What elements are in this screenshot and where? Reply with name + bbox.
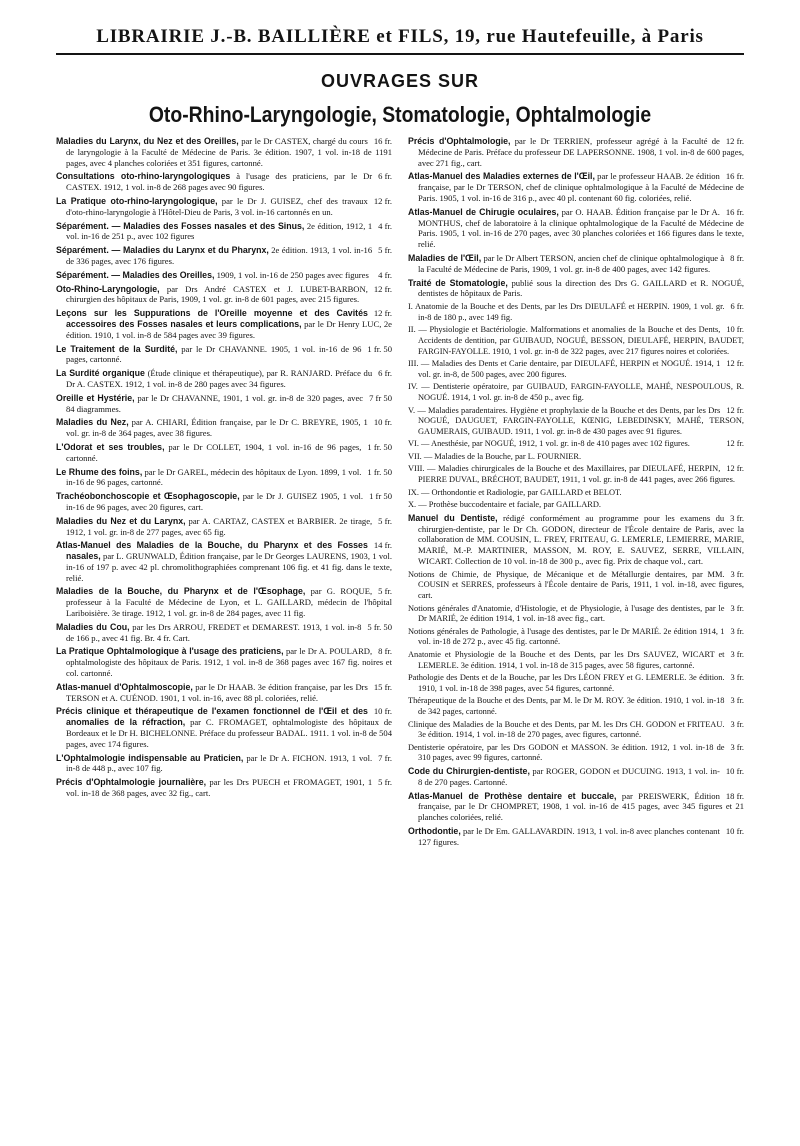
entry-description: par le Dr CHAVANNE, 1901, 1 vol. gr. in-8 de 320 pages, avec 84 diagrammes. bbox=[66, 392, 364, 414]
entry-price: 12 fr. bbox=[373, 195, 392, 206]
subentry-text: VII. — Maladies de la Bouche, par L. FOURNIER. bbox=[408, 451, 582, 461]
entry-price: 18 fr. bbox=[725, 790, 744, 801]
entry-price: 10 fr. bbox=[725, 765, 744, 776]
entry-price: 14 fr. bbox=[373, 540, 392, 551]
entry-description: par ROGER, GODON et DUCUING. 1913, 1 vol. in-8 de 270 pages. Cartonné. bbox=[418, 765, 720, 787]
catalog-entry bbox=[56, 171, 392, 193]
subentry-text: IX. — Orthondontie et Radiologie, par GAILLARD et BELOT. bbox=[408, 487, 622, 497]
catalog-entry bbox=[408, 791, 744, 823]
subentry-text: VIII. — Maladies chirurgicales de la Bouche et des Maxillaires, par DIEULAFÉ, HERPIN, PIERRE DUVAL, BRÉCHOT, BAUDET, 1911, 1 vol. gr. in-8 de 441 pages, avec 266 figures. bbox=[408, 464, 735, 485]
catalog-entry bbox=[56, 753, 392, 775]
entry-title: Leçons sur les Suppurations de l'Oreille moyenne et des Cavités accessoires des Fosses nasales et leurs complications, bbox=[56, 308, 368, 329]
catalog-entry bbox=[56, 682, 392, 704]
right-column bbox=[408, 136, 744, 851]
entry-description: par O. HAAB. Édition française par le Dr A. MONTHUS, chef de laboratoire à la clinique ophtalmologique de la Faculté de Médecine de Paris. 1905, 1 vol. in-16 de 270 pages, avec 30 planches coloriées et 166 figures dans le texte, relié. bbox=[418, 206, 744, 250]
catalog-entry bbox=[56, 540, 392, 583]
entry-title: La Pratique Ophtalmologique à l'usage des praticiens, bbox=[56, 646, 284, 657]
subentry-text: III. — Maladies des Dents et Carie dentaire, par DIEULAFÉ, HERPIN et NOGUÉ. 1914, 1 vol. gr. in-8, de 500 pages, avec 200 figures. bbox=[408, 359, 721, 379]
entry-description: 2e édition, 1912, 1 vol. in-16 de 251 p., avec 102 figures bbox=[66, 220, 373, 242]
columns bbox=[56, 136, 744, 851]
entry-title: Atlas-Manuel des Maladies de la Bouche, du Pharynx et des Fosses nasales, bbox=[56, 540, 368, 562]
subentry-text: II. — Physiologie et Bactériologie. Malformations et anomalies de la Bouche et des Dents, Accidents de dentition, par GUIBAUD, NOGUÉ, BESSON, DIEULAFÉ, HERPIN, BAUDET, FARGIN-FAYOLLE. 1910, 1 vol. gr. in-8 de 322 pages, avec 217 figures noires et coloriées. bbox=[408, 325, 744, 356]
entry-description: par L. GRUNWALD, Édition française, par le Dr Georges LAURENS, 1903, 1 vol. in-16 of 197 p. avec 42 pl. chromolithographiées comprenant 106 fig. et 41 fig. dans le texte, relié. bbox=[66, 551, 392, 583]
entry-title: Atlas-Manuel de Prothèse dentaire et buccale, bbox=[408, 790, 617, 801]
entry-title: Orthodontie, bbox=[408, 825, 461, 836]
entry-description: par A. CHIARI, Édition française, par le Dr C. BREYRE, 1905, 1 vol. gr. in-8 de 364 pages, avec 38 figures. bbox=[66, 417, 368, 439]
section-subtitle: Oto-Rhino-Laryngologie, Stomatologie, Ophtalmologie bbox=[148, 102, 652, 127]
entry-price: 8 fr. bbox=[378, 646, 392, 657]
entry-title: Précis clinique et thérapeutique de l'examen fonctionnel de l'Œil et des anomalies de la réfraction, bbox=[56, 706, 368, 728]
catalog-subentry bbox=[408, 302, 744, 323]
entry-price: 1 fr. 50 bbox=[367, 466, 392, 477]
catalog-subentry bbox=[408, 500, 744, 511]
entry-price: 5 fr. 50 bbox=[367, 621, 392, 632]
catalog-entry bbox=[56, 308, 392, 340]
entry-price: 4 fr. bbox=[378, 269, 392, 280]
subentry-text: Notions de Chimie, de Physique, de Mécanique et de Métallurgie dentaires, par MM. COUSIN et SERRES, professeurs à l'École dentaire de Paris, 1911, 1 vol. in-18, avec figures, cart. bbox=[408, 569, 744, 601]
subentry-text: Thérapeutique de la Bouche et des Dents, par M. le Dr M. ROY. 3e édition. 1910, 1 vol. in-18 de 342 pages, cartonné. bbox=[408, 696, 725, 716]
subentry-text: Pathologie des Dents et de la Bouche, par les Drs LÉON FREY et G. LEMERLE. 3e édition. 1910, 1 vol. in-18 de 398 pages, avec 54 figures, cartonné. bbox=[408, 673, 725, 693]
catalog-entry bbox=[56, 467, 392, 489]
entry-price: 16 fr. bbox=[725, 171, 744, 182]
entry-price: 4 fr. bbox=[378, 220, 392, 231]
subentry-text: I. Anatomie de la Bouche et des Dents, par les Drs DIEULAFÉ et HERPIN. 1909, 1 vol. gr. in-8 de 180 p., avec 149 fig. bbox=[408, 302, 725, 322]
catalog-subentry bbox=[408, 452, 744, 463]
entry-description: publié sous la direction des Drs G. GAILLARD et R. NOGUÉ, dentistes de hôpitaux de Paris. bbox=[418, 277, 744, 299]
entry-price: 12 fr. bbox=[726, 464, 744, 474]
catalog-entry bbox=[56, 516, 392, 538]
entry-price: 5 fr. bbox=[378, 515, 392, 526]
entry-description: par le Dr Em. GALLAVARDIN. 1913, 1 vol. in-8 avec planches contenant 127 figures. bbox=[418, 825, 720, 847]
entry-title: Précis d'Ophtalmologie journalière, bbox=[56, 777, 207, 788]
entry-title: Trachéobonchoscopie et Œsophagoscopie, bbox=[56, 491, 240, 502]
entry-description: rédigé conformément au programme pour les examens du chirurgien-dentiste, par le Dr Ch. GODON, directeur de l'École dentaire de Paris, avec la collaboration de MM. COUSIN, L. FREY, FRITEAU, G. LEMERLE, LEMIERRE, MARIE, MARIÉ, M.-P. MARTINIER, MASSON, M. ROY, E. SAUVEZ, SERRE, VILLAIN, WICART. Collection de 10 vol. in-18 de 300 p., avec fig. Prix de chaque vol., cart. bbox=[418, 512, 744, 567]
catalog-entry bbox=[408, 513, 744, 567]
entry-title: La Surdité organique bbox=[56, 368, 145, 379]
entry-description: (Étude clinique et thérapeutique), par R. RANJARD. Préface du Dr A. CASTEX. 1912, 1 vol. in-8 de 280 pages avec 34 figures. bbox=[66, 368, 373, 389]
entry-price: 3 fr. bbox=[730, 569, 744, 579]
catalog-subentry bbox=[408, 604, 744, 625]
subentry-text: VI. — Anesthésie, par NOGUÉ, 1912, 1 vol. gr. in-8 de 410 pages avec 102 figures. bbox=[408, 439, 690, 449]
entry-price: 8 fr. bbox=[730, 252, 744, 263]
catalog-subentry bbox=[408, 696, 744, 717]
entry-description: par le Dr CHAVANNE. 1905, 1 vol. in-16 de 96 pages, cartonné. bbox=[66, 343, 362, 365]
catalog-subentry bbox=[408, 743, 744, 764]
entry-price: 7 fr. bbox=[378, 752, 392, 763]
entry-price: 12 fr. bbox=[726, 359, 744, 369]
entry-description: par le Dr J. GUISEZ 1905, 1 vol. in-16 de 96 pages, avec 20 figures, cart. bbox=[66, 491, 364, 512]
entry-title: Oto-Rhino-Laryngologie, bbox=[56, 283, 160, 294]
catalog-entry bbox=[408, 207, 744, 250]
entry-title: L'Odorat et ses troubles, bbox=[56, 441, 165, 452]
catalog-entry bbox=[56, 136, 392, 168]
entry-title: Oreille et Hystérie, bbox=[56, 392, 135, 403]
subentry-text: Notions générales d'Anatomie, d'Histologie, et de Physiologie, à l'usage des dentistes, par le Dr MARIÉ, 2e édition 1914, 1 vol. in-18 avec fig., cart. bbox=[408, 603, 725, 624]
catalog-entry bbox=[408, 136, 744, 168]
entry-title: Séparément. — Maladies du Larynx et du Pharynx, bbox=[56, 245, 269, 256]
publisher-header: LIBRAIRIE J.-B. BAILLIÈRE et FILS, 19, rue Hautefeuille, à Paris bbox=[56, 26, 744, 55]
entry-price: 10 fr. bbox=[726, 325, 744, 335]
entry-price: 12 fr. bbox=[373, 308, 392, 319]
entry-title: Code du Chirurgien-dentiste, bbox=[408, 765, 530, 776]
entry-description: à l'usage des praticiens, par le Dr CASTEX. 1912, 1 vol. in-8 de 268 pages avec 90 figures. bbox=[66, 171, 373, 193]
entry-title: Séparément. — Maladies des Fosses nasales et des Sinus, bbox=[56, 220, 305, 231]
entry-price: 3 fr. bbox=[730, 719, 744, 729]
catalog-entry bbox=[56, 270, 392, 281]
catalog-entry bbox=[56, 284, 392, 306]
entry-price: 5 fr. bbox=[378, 777, 392, 788]
entry-price: 10 fr. bbox=[725, 825, 744, 836]
entry-description: par le Dr CASTEX, chargé du cours de laryngologie à la Faculté de Médecine de Paris. 3e édition. 1907, 1 vol. in-18 de 1191 pages, avec 4 planches coloriées et 351 figures, cartonné. bbox=[66, 136, 392, 168]
entry-price: 1 fr 50 bbox=[369, 491, 392, 502]
catalog-subentry bbox=[408, 359, 744, 380]
catalog-entry bbox=[56, 491, 392, 513]
entry-description: par le Dr Henry LUC, 2e édition. 1910, 1 vol. in-8 de 584 pages avec 39 figures. bbox=[66, 318, 392, 340]
catalog-subentry bbox=[408, 673, 744, 694]
catalog-entry bbox=[56, 646, 392, 678]
subentry-text: X. — Prothèse buccodentaire et faciale, par GAILLARD. bbox=[408, 500, 602, 510]
entry-title: Atlas-Manuel de Chirugie oculaires, bbox=[408, 206, 559, 217]
entry-title: Précis d'Ophtalmologie, bbox=[408, 136, 511, 146]
catalog-entry bbox=[56, 622, 392, 644]
catalog-entry bbox=[56, 196, 392, 218]
catalog-entry bbox=[408, 766, 744, 788]
entry-price: 12 fr. bbox=[726, 405, 744, 415]
catalog-entry bbox=[56, 245, 392, 267]
entry-price: 3 fr. bbox=[730, 673, 744, 683]
entry-title: La Pratique oto-rhino-laryngologique, bbox=[56, 195, 218, 206]
catalog-entry bbox=[56, 417, 392, 439]
entry-price: 6 fr. bbox=[378, 368, 392, 379]
entry-price: 12 fr. bbox=[373, 283, 392, 294]
entry-price: 3 fr. bbox=[730, 603, 744, 613]
entry-title: Maladies de l'Œil, bbox=[408, 252, 482, 263]
catalog-subentry bbox=[408, 488, 744, 499]
catalog-subentry bbox=[408, 627, 744, 648]
entry-price: 10 fr. bbox=[373, 706, 392, 717]
catalog-entry bbox=[56, 368, 392, 390]
entry-price: 1 fr. 50 bbox=[367, 441, 392, 452]
subentry-text: Anatomie et Physiologie de la Bouche et des Dents, par les Drs SAUVEZ, WICART et LEMERLE. 3e édition. 1914, 1 vol. in-18 de 315 pages, avec 58 figures, cartonné. bbox=[408, 649, 725, 670]
entry-description: par Drs André CASTEX et J. LUBET-BARBON, chirurgien des hôpitaux de Paris, 1909, 1 vol. gr. in-8 de 601 pages, avec 215 figures. bbox=[66, 283, 368, 305]
catalog-entry bbox=[408, 171, 744, 203]
entry-description: par G. ROQUE, professeur à la Faculté de Médecine de Lyon, et L. GAILLARD, médecin de l'hôpital Lariboisière. 3e tirage. 1912, 1 vol. gr. in-8 de 284 pages, avec 11 fig. bbox=[66, 586, 392, 619]
entry-title: Maladies du Cou, bbox=[56, 621, 130, 632]
entry-description: par le Dr Albert TERSON, ancien chef de clinique ophtalmologique à la Faculté de Médecine de Paris, 1909, 1 vol. gr. in-8 de 400 pages, avec 142 figures. bbox=[418, 252, 725, 274]
entry-title: Le Rhume des foins, bbox=[56, 466, 143, 477]
catalog-subentry bbox=[408, 439, 744, 450]
entry-price: 5 fr. bbox=[378, 586, 392, 597]
entry-title: Atlas-manuel d'Ophtalmoscopie, bbox=[56, 681, 193, 692]
catalog-subentry bbox=[408, 650, 744, 671]
subentry-text: IV. — Dentisterie opératoire, par GUIBAUD, FARGIN-FAYOLLE, MAHÉ, NESPOULOUS, R. NOGUÉ. 1914, 1 vol. gr. in-8 de 450 p., avec fig. bbox=[408, 382, 744, 402]
entry-price: 6 fr. bbox=[378, 171, 392, 182]
catalog-entry bbox=[408, 253, 744, 275]
entry-price: 12 fr. bbox=[726, 439, 744, 449]
entry-description: par le Dr J. GUISEZ, chef des travaux d'oto-rhino-laryngologie à l'Hôtel-Dieu de Paris, 3 vol. in-16 cartonnés en un. bbox=[66, 195, 368, 217]
entry-description: par PREISWERK, Édition française, par le Dr CHOMPRET, 1908, 1 vol. in-16 de 415 pages, avec 345 figures et 21 planches coloriées, relié. bbox=[418, 790, 744, 823]
catalog-entry bbox=[408, 278, 744, 300]
catalog-entry bbox=[56, 777, 392, 799]
entry-description: par le Dr TERRIEN, professeur agrégé à la Faculté de Médecine de Paris. Préface du professeur DE LAPERSONNE. 1908, 1 vol. in-8 de 600 pages, avec 271 fig., cart. bbox=[418, 136, 744, 168]
entry-price: 3 fr. bbox=[730, 742, 744, 752]
entry-price: 15 fr. bbox=[373, 681, 392, 692]
entry-description: par le Dr COLLET, 1904, 1 vol. in-16 de 96 pages, cartonné. bbox=[66, 441, 362, 463]
entry-title: L'Ophtalmologie indispensable au Praticien, bbox=[56, 752, 244, 763]
entry-title: Maladies du Nez et du Larynx, bbox=[56, 515, 186, 526]
entry-title: Maladies du Larynx, du Nez et des Oreilles, bbox=[56, 136, 239, 146]
entry-title: Maladies du Nez, bbox=[56, 417, 129, 428]
entry-description: par le Dr A. FICHON. 1913, 1 vol. in-8 de 448 p., avec 107 fig. bbox=[66, 752, 373, 774]
entry-description: par le Dr GAREL, médecin des hôpitaux de Lyon. 1899, 1 vol. in-16 de 96 pages, cartonné. bbox=[66, 466, 362, 488]
entry-description: par A. CARTAZ, CASTEX et BARBIER. 2e tirage, 1912, 1 vol. gr. in-8 de 277 pages, avec 65 fig. bbox=[66, 515, 373, 537]
entry-title: Atlas-Manuel des Maladies externes de l'Œil, bbox=[408, 171, 595, 182]
catalog-entry bbox=[56, 706, 392, 749]
left-column bbox=[56, 136, 392, 851]
entry-price: 5 fr. bbox=[378, 245, 392, 256]
catalog-entry bbox=[56, 442, 392, 464]
entry-price: 10 fr. bbox=[373, 417, 392, 428]
entry-price: 3 fr. bbox=[730, 696, 744, 706]
subentry-text: Notions générales de Pathologie, à l'usage des dentistes, par le Dr MARIÉ. 2e édition 1914, 1 vol. in-18 de 272 p., avec 45 fig. cartonné. bbox=[408, 626, 725, 647]
entry-description: par le Dr A. POULARD, ophtalmologiste des hôpitaux de Paris. 1912, 1 vol. in-8 de 368 pages avec 167 fig. noires et col. cartonné. bbox=[66, 646, 392, 679]
entry-description: par le Dr HAAB. 3e édition française, par les Drs TERSON et A. CUÉNOD. 1901, 1 vol. in-16, avec 88 pl. coloriées, relié. bbox=[66, 681, 368, 703]
entry-description: par le professeur HAAB. 2e édition française, par le Dr TERSON, chef de clinique ophtalmologique à la Faculté de Médecine de Paris. 1905, 1 vol. in-16 de 316 p., avec 40 pl. contenant 60 fig. coloriées, relié. bbox=[418, 171, 744, 203]
catalog-subentry bbox=[408, 464, 744, 485]
catalog-entry bbox=[56, 344, 392, 366]
entry-price: 1 fr. 50 bbox=[367, 343, 392, 354]
catalog-subentry bbox=[408, 325, 744, 357]
catalog-subentry bbox=[408, 382, 744, 403]
entry-title: Consultations oto-rhino-laryngologiques bbox=[56, 171, 231, 182]
entry-price: 16 fr. bbox=[373, 136, 392, 146]
entry-description: 1909, 1 vol. in-16 de 250 pages avec figures bbox=[214, 269, 369, 280]
entry-price: 16 fr. bbox=[725, 206, 744, 217]
section-title: OUVRAGES SUR bbox=[320, 71, 480, 91]
entry-description: par les Drs PUECH et FROMAGET, 1901, 1 vol. in-18 de 368 pages, avec 32 fig., cart. bbox=[66, 777, 373, 799]
entry-price: 7 fr 50 bbox=[369, 392, 392, 403]
catalog-subentry bbox=[408, 406, 744, 438]
entry-description: par les Drs ARROU, FREDET et DEMAREST. 1913, 1 vol. in-8 de 166 p., avec 41 fig. Br. 4 fr. Cart. bbox=[66, 621, 362, 643]
entry-title: Séparément. — Maladies des Oreilles, bbox=[56, 269, 215, 280]
entry-title: Manuel du Dentiste, bbox=[408, 512, 498, 523]
subentry-text: Clinique des Maladies de la Bouche et des Dents, par M. les Drs CH. GODON et FRITEAU. 3e édition. 1914, 1 vol. in-18 de 270 pages, avec figures, cartonné. bbox=[408, 719, 725, 740]
entry-title: Maladies de la Bouche, du Pharynx et de l'Œsophage, bbox=[56, 586, 306, 597]
entry-description: par C. FROMAGET, ophtalmologiste des hôpitaux de Bordeaux et le Dr H. BICHELONNE. Préface du professeur BADAL. 1911. 1 vol. in-8 de 504 pages, avec 174 figures. bbox=[66, 717, 392, 749]
catalog-entry bbox=[56, 586, 392, 618]
entry-price: 3 fr. bbox=[730, 512, 744, 523]
subentry-text: V. — Maladies paradentaires. Hygiène et prophylaxie de la Bouche et des Dents, par les Drs NOGUÉ, DAUGUET, FARGIN-FAYOLLE, KŒNIG, LEBEDINSKY, MAHÉ, TERSON, GAUMERAIS, GUIBAUD. 1911, 1 vol. gr. in-8 de 430 pages avec 91 figures. bbox=[408, 405, 744, 436]
entry-price: 3 fr. bbox=[730, 649, 744, 659]
catalog-entry bbox=[56, 221, 392, 243]
catalog-entry bbox=[408, 826, 744, 848]
entry-price: 6 fr. bbox=[730, 302, 744, 312]
entry-title: Traité de Stomatologie, bbox=[408, 277, 508, 288]
subentry-text: Dentisterie opératoire, par les Drs GODON et MASSON. 3e édition. 1912, 1 vol. in-18 de 310 pages, avec 99 figures, cartonné. bbox=[408, 742, 725, 763]
entry-title: Le Traitement de la Surdité, bbox=[56, 343, 178, 354]
catalog-subentry bbox=[408, 720, 744, 741]
entry-description: 2e édition. 1913, 1 vol. in-16 de 336 pages, avec 176 figures. bbox=[66, 245, 373, 266]
entry-price: 3 fr. bbox=[730, 626, 744, 636]
catalog-subentry bbox=[408, 570, 744, 602]
catalog-entry bbox=[56, 393, 392, 415]
entry-price: 12 fr. bbox=[725, 136, 744, 146]
